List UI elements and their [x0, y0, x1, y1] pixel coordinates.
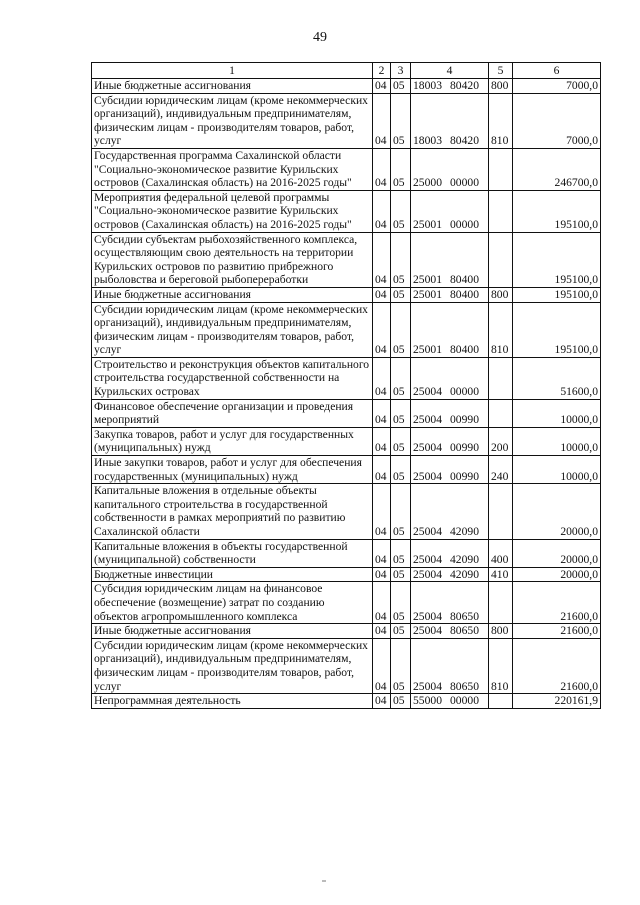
- table-row: [92, 79, 601, 94]
- row-target-code: [411, 638, 489, 693]
- row-target-code: [411, 539, 489, 567]
- table-row: [92, 484, 601, 539]
- row-name: Финансовое обеспечение организации и проведения мероприятий: [92, 399, 373, 427]
- row-name: Субсидии юридическим лицам (кроме некоммерческих организаций), индивидуальным предпринимателям, физическим лицам - производителям товаров, работ, услуг: [92, 93, 373, 148]
- row-amount: 20000,0: [513, 567, 601, 582]
- row-target-code-item: 42090: [450, 525, 479, 538]
- row-amount: 195100,0: [513, 190, 601, 232]
- row-expense-type: [489, 190, 513, 232]
- row-target-code-item: 00000: [450, 694, 479, 708]
- row-target-code: [411, 399, 489, 427]
- row-subsection: 05: [391, 302, 411, 357]
- row-target-code-item: 00990: [450, 469, 479, 483]
- row-expense-type: 800: [489, 287, 513, 302]
- row-subsection: 05: [391, 190, 411, 232]
- row-subsection: 05: [391, 638, 411, 693]
- table-row: [92, 302, 601, 357]
- column-header-3: 3: [391, 63, 411, 79]
- row-target-code: [411, 93, 489, 148]
- row-target-code-item: 80420: [450, 134, 479, 148]
- row-subsection: 05: [391, 357, 411, 399]
- row-name: Бюджетные инвестиции: [92, 567, 373, 582]
- row-target-code-item: 80650: [450, 624, 479, 638]
- row-target-code-item: 42090: [450, 553, 479, 567]
- column-header-4: 4: [411, 63, 489, 79]
- row-amount: 220161,9: [513, 694, 601, 709]
- row-amount: 21600,0: [513, 624, 601, 639]
- row-section: 04: [373, 484, 391, 539]
- row-target-code-item: 80400: [450, 343, 479, 357]
- row-amount: 195100,0: [513, 287, 601, 302]
- row-subsection: 05: [391, 456, 411, 484]
- row-name: Государственная программа Сахалинской области "Социально-экономическое развитие Курильских островов (Сахалинская область) на 2016-2025 годы": [92, 148, 373, 190]
- table-row: [92, 190, 601, 232]
- row-target-code-item: 00000: [450, 385, 479, 399]
- row-name: Капитальные вложения в отдельные объекты капитального строительства в государственной собственности в рамках мероприятий по развитию Сахалинской области: [92, 484, 373, 539]
- row-subsection: 05: [391, 582, 411, 624]
- row-subsection: 05: [391, 539, 411, 567]
- row-name: Иные бюджетные ассигнования: [92, 287, 373, 302]
- column-header-1: 1: [92, 63, 373, 79]
- row-target-code-program: 25004: [413, 385, 442, 399]
- row-target-code-program: 25001: [413, 273, 442, 287]
- row-expense-type: [489, 484, 513, 539]
- row-target-code-program: 55000: [413, 694, 442, 708]
- row-expense-type: [489, 694, 513, 709]
- row-section: 04: [373, 93, 391, 148]
- row-name: Субсидии субъектам рыбохозяйственного комплекса, осуществляющим свою деятельность на территории Курильских островов по развитию прибрежного рыболовства и береговой рыбопереработки: [92, 232, 373, 287]
- row-target-code-program: 25004: [413, 469, 442, 483]
- row-name: Субсидии юридическим лицам (кроме некоммерческих организаций), индивидуальным предпринимателям, физическим лицам - производителям товаров, работ, услуг: [92, 302, 373, 357]
- row-expense-type: [489, 582, 513, 624]
- row-target-code: [411, 427, 489, 455]
- row-target-code-item: 00000: [450, 176, 479, 190]
- scan-speck: [322, 880, 326, 882]
- row-section: 04: [373, 456, 391, 484]
- row-amount: 20000,0: [513, 539, 601, 567]
- table-row: [92, 93, 601, 148]
- row-section: 04: [373, 582, 391, 624]
- row-target-code-program: 25000: [413, 176, 442, 190]
- row-target-code: [411, 456, 489, 484]
- row-name: Иные бюджетные ассигнования: [92, 624, 373, 639]
- row-amount: 7000,0: [513, 93, 601, 148]
- row-section: 04: [373, 427, 391, 455]
- row-expense-type: 810: [489, 93, 513, 148]
- row-target-code: [411, 582, 489, 624]
- row-subsection: 05: [391, 694, 411, 709]
- row-amount: 10000,0: [513, 427, 601, 455]
- budget-table: [91, 62, 601, 709]
- table-header-row: [92, 63, 601, 79]
- row-section: 04: [373, 190, 391, 232]
- column-header-6: 6: [513, 63, 601, 79]
- row-name: Мероприятия федеральной целевой программы "Социально-экономическое развитие Курильских островов (Сахалинская область) на 2016-2025 годы": [92, 190, 373, 232]
- row-target-code-item: 00000: [450, 217, 479, 231]
- row-target-code-program: 25001: [413, 217, 442, 231]
- row-name: Строительство и реконструкция объектов капитального строительства государственной собственности на Курильских островах: [92, 357, 373, 399]
- row-target-code: [411, 567, 489, 582]
- row-target-code-program: 25004: [413, 567, 442, 581]
- row-section: 04: [373, 399, 391, 427]
- row-target-code: [411, 232, 489, 287]
- row-target-code-program: 25004: [413, 553, 442, 567]
- table-row: [92, 148, 601, 190]
- row-name: Непрограммная деятельность: [92, 694, 373, 709]
- row-name: Иные бюджетные ассигнования: [92, 79, 373, 94]
- row-expense-type: [489, 148, 513, 190]
- row-name: Субсидии юридическим лицам (кроме некоммерческих организаций), индивидуальным предпринимателям, физическим лицам - производителям товаров, работ, услуг: [92, 638, 373, 693]
- row-subsection: 05: [391, 624, 411, 639]
- row-target-code-program: 25004: [413, 413, 442, 427]
- row-expense-type: 410: [489, 567, 513, 582]
- row-target-code-item: 80420: [450, 79, 479, 92]
- table-row: [92, 624, 601, 639]
- row-section: 04: [373, 148, 391, 190]
- row-target-code: [411, 484, 489, 539]
- row-expense-type: 800: [489, 79, 513, 94]
- row-expense-type: [489, 232, 513, 287]
- row-section: 04: [373, 539, 391, 567]
- row-amount: 10000,0: [513, 456, 601, 484]
- row-amount: 20000,0: [513, 484, 601, 539]
- row-target-code: [411, 694, 489, 709]
- table-body: [92, 79, 601, 709]
- row-target-code-program: 25004: [413, 525, 442, 538]
- table-row: [92, 287, 601, 302]
- row-target-code-program: 18003: [413, 79, 442, 92]
- table-row: [92, 582, 601, 624]
- row-target-code: [411, 287, 489, 302]
- row-target-code-item: 42090: [450, 567, 479, 581]
- row-subsection: 05: [391, 567, 411, 582]
- row-target-code-program: 25001: [413, 287, 442, 301]
- page-number: 49: [313, 30, 327, 45]
- row-target-code-item: 80400: [450, 287, 479, 301]
- row-name: Субсидия юридическим лицам на финансовое обеспечение (возмещение) затрат по созданию объектов агропромышленного комплекса: [92, 582, 373, 624]
- row-target-code-program: 25004: [413, 609, 442, 623]
- row-section: 04: [373, 302, 391, 357]
- row-amount: 246700,0: [513, 148, 601, 190]
- row-subsection: 05: [391, 148, 411, 190]
- row-expense-type: 200: [489, 427, 513, 455]
- row-subsection: 05: [391, 484, 411, 539]
- table-row: [92, 427, 601, 455]
- row-subsection: 05: [391, 427, 411, 455]
- row-subsection: 05: [391, 93, 411, 148]
- row-name: Иные закупки товаров, работ и услуг для обеспечения государственных (муниципальных) нужд: [92, 456, 373, 484]
- row-target-code: [411, 190, 489, 232]
- row-subsection: 05: [391, 399, 411, 427]
- row-target-code-program: 25004: [413, 624, 442, 638]
- row-target-code: [411, 79, 489, 94]
- row-target-code-program: 25001: [413, 343, 442, 357]
- row-target-code: [411, 148, 489, 190]
- table-row: [92, 399, 601, 427]
- table-row: [92, 539, 601, 567]
- row-amount: 10000,0: [513, 399, 601, 427]
- row-amount: 195100,0: [513, 302, 601, 357]
- row-target-code-item: 00990: [450, 441, 479, 455]
- row-amount: 195100,0: [513, 232, 601, 287]
- row-amount: 51600,0: [513, 357, 601, 399]
- row-target-code: [411, 357, 489, 399]
- row-expense-type: 810: [489, 302, 513, 357]
- row-expense-type: [489, 399, 513, 427]
- row-amount: 21600,0: [513, 582, 601, 624]
- table-row: [92, 456, 601, 484]
- column-header-2: 2: [373, 63, 391, 79]
- table-row: [92, 357, 601, 399]
- row-expense-type: 800: [489, 624, 513, 639]
- row-name: Закупка товаров, работ и услуг для государственных (муниципальных) нужд: [92, 427, 373, 455]
- table-row: [92, 232, 601, 287]
- row-expense-type: 810: [489, 638, 513, 693]
- row-target-code-item: 80400: [450, 273, 479, 287]
- row-target-code-item: 00990: [450, 413, 479, 427]
- row-subsection: 05: [391, 287, 411, 302]
- row-section: 04: [373, 232, 391, 287]
- row-section: 04: [373, 357, 391, 399]
- row-section: 04: [373, 79, 391, 94]
- row-section: 04: [373, 694, 391, 709]
- row-subsection: 05: [391, 232, 411, 287]
- row-section: 04: [373, 287, 391, 302]
- column-header-5: 5: [489, 63, 513, 79]
- row-target-code: [411, 302, 489, 357]
- table-row: [92, 694, 601, 709]
- table-row: [92, 638, 601, 693]
- row-expense-type: [489, 357, 513, 399]
- row-target-code-program: 25004: [413, 441, 442, 455]
- row-amount: 7000,0: [513, 79, 601, 94]
- row-target-code-program: 25004: [413, 679, 442, 693]
- row-name: Капитальные вложения в объекты государственной (муниципальной) собственности: [92, 539, 373, 567]
- row-target-code: [411, 624, 489, 639]
- row-section: 04: [373, 638, 391, 693]
- row-target-code-program: 18003: [413, 134, 442, 148]
- row-expense-type: 240: [489, 456, 513, 484]
- row-section: 04: [373, 624, 391, 639]
- row-expense-type: 400: [489, 539, 513, 567]
- row-target-code-item: 80650: [450, 679, 479, 693]
- row-subsection: 05: [391, 79, 411, 94]
- row-section: 04: [373, 567, 391, 582]
- row-amount: 21600,0: [513, 638, 601, 693]
- row-target-code-item: 80650: [450, 609, 479, 623]
- table-row: [92, 567, 601, 582]
